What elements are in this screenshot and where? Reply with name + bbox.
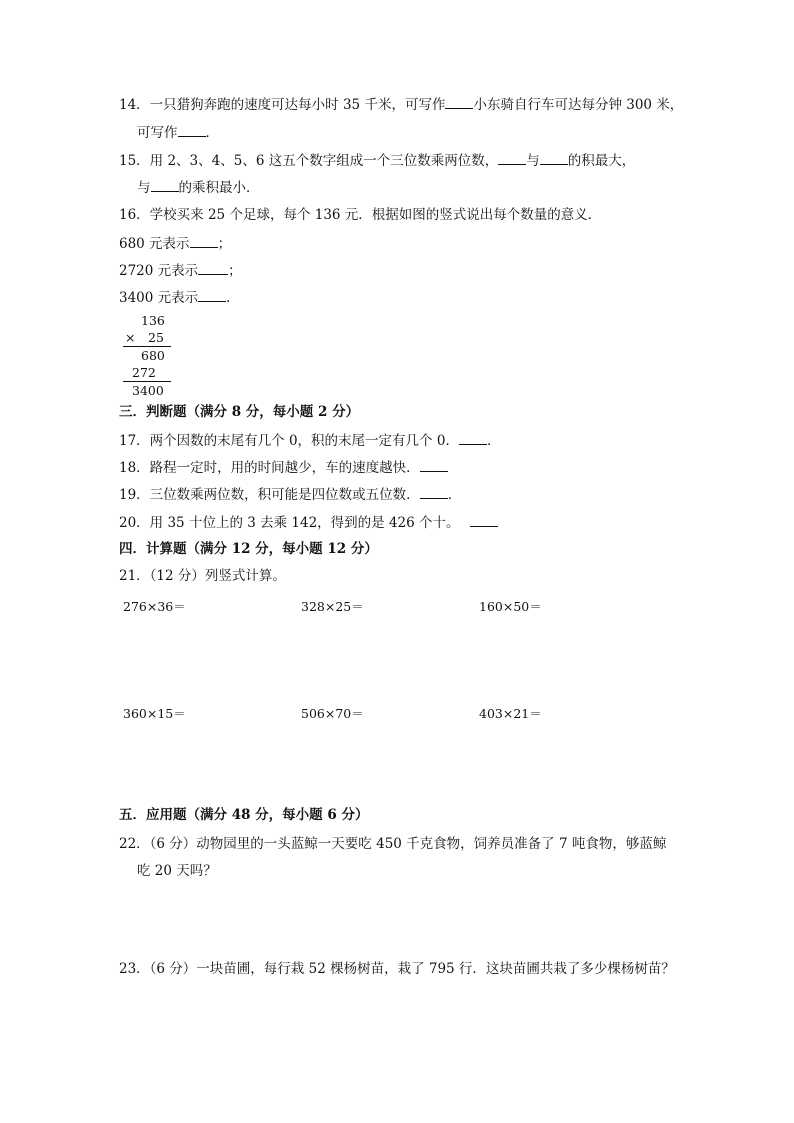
- q16-item-2: [119, 261, 242, 280]
- multiplier: 25: [148, 330, 164, 345]
- calc-expression: 328×25＝: [301, 599, 364, 614]
- q17-end: ．: [486, 433, 501, 449]
- q16-item-3-end: ．: [226, 290, 240, 306]
- calc-expression: 403×21＝: [479, 706, 542, 721]
- question-23: 23．（6 分）一块苗圃，每行栽 52 棵杨树苗，栽了 795 行．这块苗圃共栽了多少棵杨树苗？: [119, 961, 675, 977]
- q15-text-5: 的乘积最小．: [178, 180, 260, 196]
- answer-blank[interactable]: [498, 151, 526, 165]
- q19-end: ．: [447, 487, 462, 503]
- calc-expression: 160×50＝: [479, 599, 542, 614]
- question-14: [119, 95, 683, 114]
- q16-item-1-end: ；: [217, 236, 232, 252]
- q16-item-1: [119, 234, 231, 253]
- answer-blank[interactable]: [470, 513, 498, 527]
- q14-text-4: ．: [205, 125, 219, 141]
- q16-item-3: [119, 288, 240, 307]
- q15-text-1: 15．用 2、3、4、5、6 这五个数字组成一个三位数乘两位数，: [119, 153, 499, 169]
- q17-text: 17．两个因数的末尾有几个 0，积的末尾一定有几个 0．: [119, 433, 459, 449]
- q16-stem: 16．学校买来 25 个足球，每个 136 元．根据如图的竖式说出每个数量的意义．: [119, 207, 602, 223]
- question-19: [119, 485, 461, 504]
- q14-text-1: 14．一只猎狗奔跑的速度可达每小时 35 千米，可写作: [119, 97, 446, 113]
- answer-blank[interactable]: [420, 458, 448, 472]
- section-4-title: 四．计算题（满分 12 分，每小题 12 分）: [119, 541, 378, 557]
- answer-blank[interactable]: [445, 95, 473, 109]
- times-sign: ×: [125, 330, 136, 345]
- answer-blank[interactable]: [151, 178, 179, 192]
- calc-expression: 360×15＝: [123, 706, 186, 721]
- q15-text-3: 的积最大，: [567, 153, 636, 169]
- answer-blank[interactable]: [540, 151, 568, 165]
- q14-text-3: 可写作: [137, 125, 178, 141]
- question-17: [119, 431, 500, 450]
- q16-item-2-end: ；: [228, 263, 242, 279]
- q16-item-3-text: 3400 元表示: [119, 290, 199, 306]
- answer-blank[interactable]: [459, 431, 487, 445]
- q18-text: 18．路程一定时，用的时间越少，车的速度越快．: [119, 460, 420, 476]
- question-15: [119, 151, 635, 170]
- product: 3400: [132, 383, 164, 398]
- partial-product-1: 680: [141, 348, 165, 363]
- answer-blank[interactable]: [190, 234, 218, 248]
- q14-text-2: 小东骑自行车可达每分钟 300 米，: [473, 97, 684, 113]
- calc-expression: 276×36＝: [123, 599, 186, 614]
- answer-blank[interactable]: [198, 261, 228, 275]
- q15-text-2: 与: [526, 153, 540, 169]
- question-20: [119, 513, 498, 532]
- question-18: [119, 458, 448, 477]
- partial-product-2: 272: [132, 365, 156, 380]
- section-5-title: 五．应用题（满分 48 分，每小题 6 分）: [119, 807, 369, 823]
- q16-item-2-text: 2720 元表示: [119, 263, 199, 279]
- section-3-title: 三．判断题（满分 8 分，每小题 2 分）: [119, 404, 360, 420]
- question-16: [119, 206, 601, 224]
- answer-blank[interactable]: [178, 123, 206, 137]
- q20-text: 20．用 35 十位上的 3 去乘 142，得到的是 426 个十。: [119, 515, 460, 531]
- question-21: 21．（12 分）列竖式计算。: [119, 568, 286, 584]
- q19-text: 19．三位数乘两位数，积可能是四位数或五位数．: [119, 487, 420, 503]
- multiplicand: 136: [141, 313, 165, 328]
- answer-blank[interactable]: [198, 288, 226, 302]
- question-14-cont: [137, 123, 219, 142]
- calc-expression: 506×70＝: [301, 706, 364, 721]
- q16-item-1-text: 680 元表示: [119, 236, 190, 252]
- question-22-cont: 吃 20 天吗？: [137, 863, 217, 879]
- question-22: 22．（6 分）动物园里的一头蓝鲸一天要吃 450 千克食物，饲养员准备了 7 吨食物，够蓝鲸: [119, 836, 667, 852]
- q15-text-4: 与: [137, 180, 151, 196]
- question-15-cont: [137, 178, 260, 197]
- answer-blank[interactable]: [420, 485, 448, 499]
